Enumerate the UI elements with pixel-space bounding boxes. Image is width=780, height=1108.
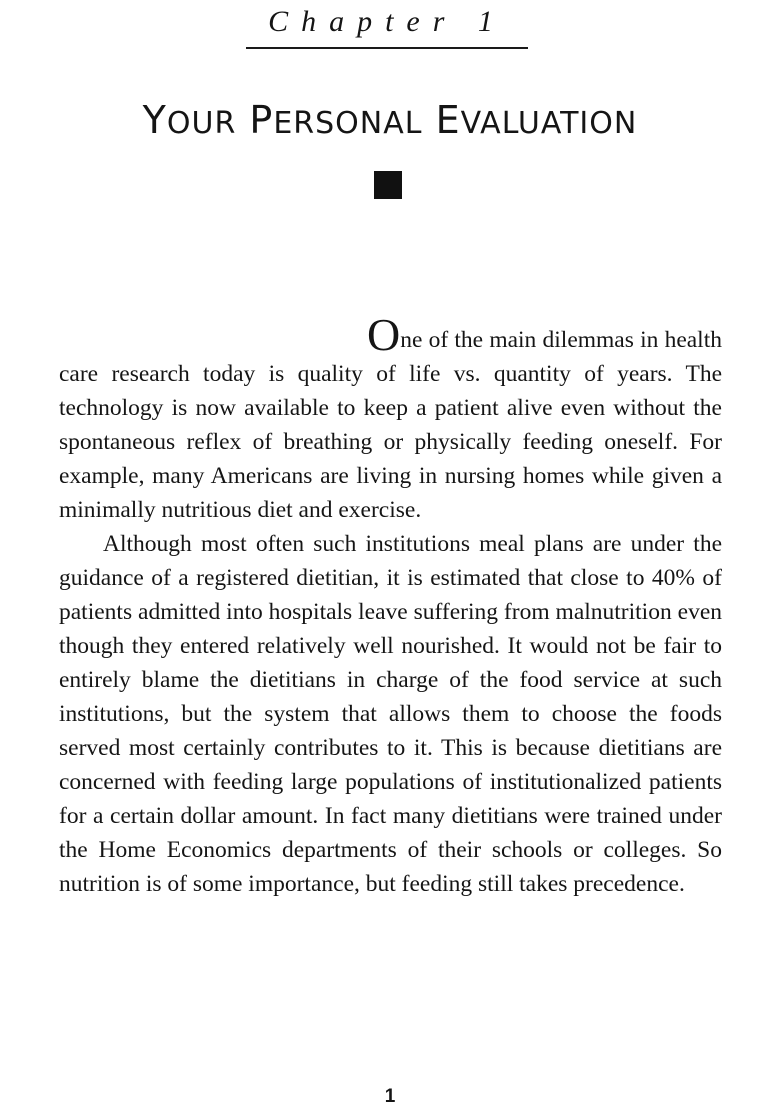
drop-cap: O [367, 309, 401, 360]
title-sc: OUR [166, 106, 237, 141]
page-title [0, 96, 780, 148]
title-sc: ERSONAL [273, 106, 423, 141]
title-cap: Y [142, 98, 167, 142]
title-cap: P [249, 98, 274, 142]
paragraph [59, 309, 722, 527]
paragraph: Although most often such institutions meal plans are under the guidance of a registered dietitian, it is estimated that close to 40% of patients admitted into hospitals leave suffering from malnutrition even though they entered relatively well nourished. It would not be fair to entirely blame the dietitians in charge of the food service at such institutions, but the system that allows them to choose the foods served most certainly contributes to it. This is because dietitians are concerned with feeding large populations of institutionalized patients for a certain dollar amount. In fact many dietitians were trained under the Home Economics departments of their schools or colleges. So nutrition is of some importance, but feeding still takes precedence. [59, 531, 722, 897]
chapter-underline [246, 47, 528, 49]
body-text [59, 309, 722, 901]
square-ornament-icon [374, 171, 402, 199]
title-sc: VALUATION [460, 106, 638, 141]
page-number: 1 [384, 1086, 396, 1107]
chapter-heading: Chapter 1 [268, 5, 506, 38]
title-cap: E [435, 98, 461, 142]
paragraph-text: ne of the main dilemmas in health care research today is quality of life vs. quantity of years. The technology is now available to keep a patient alive even without the spontaneous reflex of breathing or physically feeding oneself. For example, many Americans are living in nursing homes while given a minimally nutritious diet and exercise. [59, 327, 722, 523]
